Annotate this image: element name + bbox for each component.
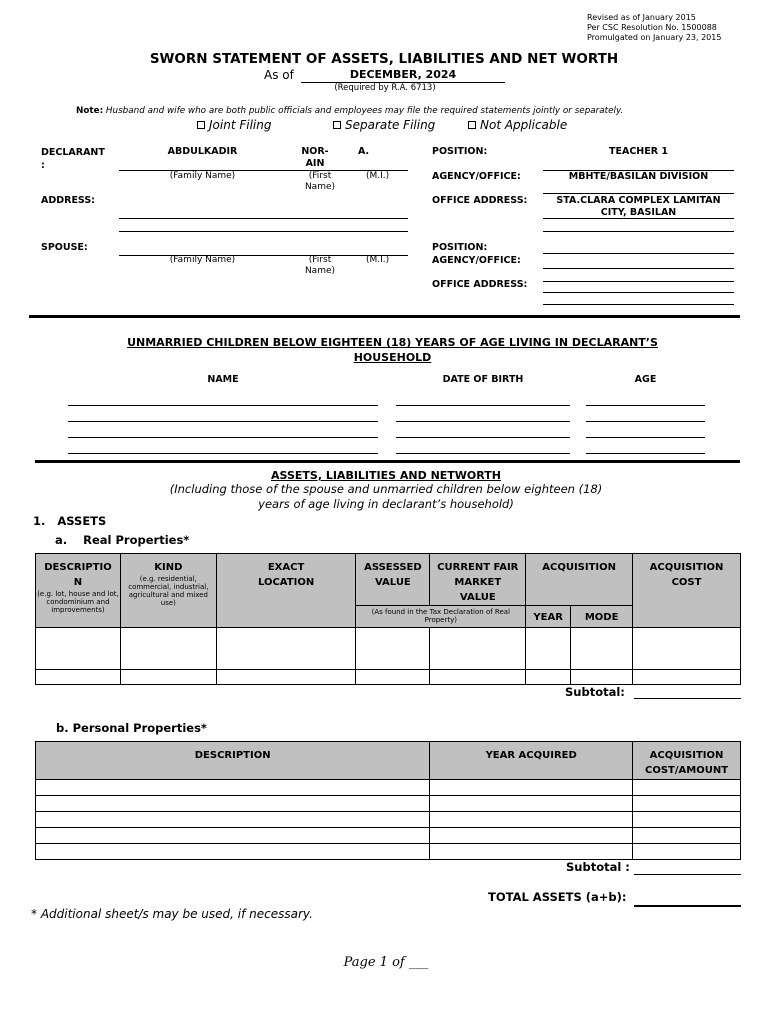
alnw-title: ASSETS, LIABILITIES AND NETWORTH: [271, 469, 501, 482]
table-row: [36, 670, 741, 685]
spouse-agency-label: AGENCY/OFFICE:: [432, 255, 521, 266]
real-subtotal-line[interactable]: [634, 698, 741, 699]
total-assets-line[interactable]: [634, 905, 741, 907]
joint-filing-checkbox[interactable]: [197, 121, 205, 129]
office-address-label: OFFICE ADDRESS:: [432, 195, 528, 206]
child-name-line-1[interactable]: [68, 405, 378, 406]
required-by: (Required by R.A. 6713): [334, 83, 436, 93]
note-label: Note:: [76, 106, 104, 116]
personal-properties-heading: b. Personal Properties*: [56, 721, 207, 735]
real-subtotal-label: Subtotal:: [565, 685, 625, 699]
children-col-name: NAME: [207, 374, 239, 385]
table-row: [36, 844, 741, 860]
personal-subtotal-line[interactable]: [634, 874, 741, 875]
child-name-line-3[interactable]: [68, 437, 378, 438]
agency-label: AGENCY/OFFICE:: [432, 171, 521, 182]
declarant-family-caption: (Family Name): [169, 171, 236, 181]
declarant-family-name: ABDULKADIR: [167, 146, 238, 157]
section-divider-1: [29, 315, 740, 318]
spouse-agency-line[interactable]: [543, 268, 734, 269]
alnw-subtitle: (Including those of the spouse and unmarried children below eighteen (18) years of age living in declarant’s household): [169, 482, 603, 511]
table-row: [36, 780, 741, 796]
agency-value: MBHTE/BASILAN DIVISION: [568, 171, 709, 182]
position-label: POSITION:: [432, 146, 488, 157]
declarant-first-name: NOR- AIN: [301, 146, 329, 169]
separate-filing-checkbox[interactable]: [333, 121, 341, 129]
office-address-value: STA.CLARA COMPLEX LAMITAN CITY, BASILAN: [556, 195, 721, 218]
office-address-line-1[interactable]: [543, 218, 734, 219]
separate-filing-label: Separate Filing: [345, 118, 436, 132]
spouse-first-caption: (First Name): [304, 255, 336, 276]
personal-subtotal-label: Subtotal :: [566, 860, 630, 874]
col-description: DESCRIPTIO N (e.g. lot, house and lot, condominium and improvements): [36, 554, 121, 628]
col-acquisition: ACQUISITION: [526, 554, 633, 606]
spouse-office-address-line-2[interactable]: [543, 292, 734, 293]
declarant-label: DECLARANT :: [41, 147, 105, 171]
agency-line[interactable]: [543, 193, 734, 194]
col-year: YEAR: [526, 606, 571, 628]
as-of-row: [264, 68, 457, 82]
personal-properties-table: [35, 741, 741, 860]
revision-info: [587, 13, 721, 43]
assets-heading: 1. ASSETS: [33, 514, 107, 528]
promulgated-text: Promulgated on January 23, 2015: [587, 33, 722, 42]
children-col-dob: DATE OF BIRTH: [442, 374, 524, 385]
not-applicable-checkbox[interactable]: [468, 121, 476, 129]
table-row: [36, 628, 741, 670]
spouse-office-address-label: OFFICE ADDRESS:: [432, 279, 528, 290]
filing-joint[interactable]: [197, 118, 271, 132]
child-dob-line-3[interactable]: [396, 437, 570, 438]
filing-separate[interactable]: [333, 118, 435, 132]
child-name-line-4[interactable]: [68, 453, 378, 454]
office-address-line-2[interactable]: [543, 231, 734, 232]
not-applicable-label: Not Applicable: [480, 118, 568, 132]
footnote: * Additional sheet/s may be used, if necessary.: [31, 907, 313, 921]
joint-filing-label: Joint Filing: [209, 118, 272, 132]
table-row: [36, 796, 741, 812]
section-divider-2: [35, 460, 740, 463]
child-age-line-1[interactable]: [586, 405, 705, 406]
declarant-mi: A.: [358, 146, 370, 157]
children-col-age: AGE: [634, 374, 657, 385]
page-number: Page 1 of ___: [343, 955, 429, 970]
child-age-line-4[interactable]: [586, 453, 705, 454]
col-acquisition-cost: ACQUISITION COST: [633, 554, 741, 628]
child-dob-line-2[interactable]: [396, 421, 570, 422]
position-value: TEACHER 1: [609, 146, 668, 157]
as-of-value: DECEMBER, 2024: [301, 68, 505, 83]
note-text: Husband and wife who are both public officials and employees may file the required statements jointly or separately.: [105, 106, 624, 116]
spouse-office-address-line-1[interactable]: [543, 281, 734, 282]
col-personal-cost: ACQUISITION COST/AMOUNT: [633, 742, 741, 780]
spouse-family-caption: (Family Name): [169, 255, 236, 265]
resolution-text: Per CSC Resolution No. 1500088: [587, 23, 717, 32]
real-properties-heading: a. Real Properties*: [55, 533, 190, 547]
spouse-position-label: POSITION:: [432, 242, 488, 253]
child-age-line-2[interactable]: [586, 421, 705, 422]
real-properties-table: [35, 553, 741, 685]
col-fair-market-value: CURRENT FAIR MARKET VALUE: [430, 554, 526, 606]
declarant-address-line-1[interactable]: [119, 218, 408, 219]
revised-text: Revised as of January 2015: [587, 13, 696, 22]
col-kind: KIND (e.g. residential, commercial, industrial, agricultural and mixed use): [120, 554, 216, 628]
spouse-label: SPOUSE:: [41, 242, 88, 253]
declarant-address-line-2[interactable]: [119, 231, 408, 232]
table-row: [36, 828, 741, 844]
as-of-label: As of: [264, 68, 294, 82]
col-personal-description: DESCRIPTION: [36, 742, 430, 780]
child-dob-line-1[interactable]: [396, 405, 570, 406]
child-dob-line-4[interactable]: [396, 453, 570, 454]
spouse-office-address-line-3[interactable]: [543, 304, 734, 305]
tax-declaration-note: (As found in the Tax Declaration of Real Property): [356, 606, 526, 628]
col-year-acquired: YEAR ACQUIRED: [430, 742, 633, 780]
total-assets-label: TOTAL ASSETS (a+b):: [488, 890, 627, 904]
note: [76, 106, 623, 116]
col-assessed-value: ASSESSED VALUE: [356, 554, 430, 606]
declarant-address-label: ADDRESS:: [41, 195, 95, 206]
children-title: UNMARRIED CHILDREN BELOW EIGHTEEN (18) YEARS OF AGE LIVING IN DECLARANT’S HOUSEHOLD: [127, 336, 658, 364]
declarant-first-caption: (First Name): [304, 171, 336, 192]
page-title: SWORN STATEMENT OF ASSETS, LIABILITIES AND NET WORTH: [149, 51, 619, 67]
filing-na[interactable]: [468, 118, 567, 132]
col-location: EXACT LOCATION: [216, 554, 356, 628]
col-mode: MODE: [571, 606, 633, 628]
spouse-mi-caption: (M.I.): [366, 255, 390, 265]
child-name-line-2[interactable]: [68, 421, 378, 422]
declarant-mi-caption: (M.I.): [366, 171, 390, 181]
child-age-line-3[interactable]: [586, 437, 705, 438]
table-row: [36, 812, 741, 828]
spouse-position-line[interactable]: [543, 253, 734, 254]
